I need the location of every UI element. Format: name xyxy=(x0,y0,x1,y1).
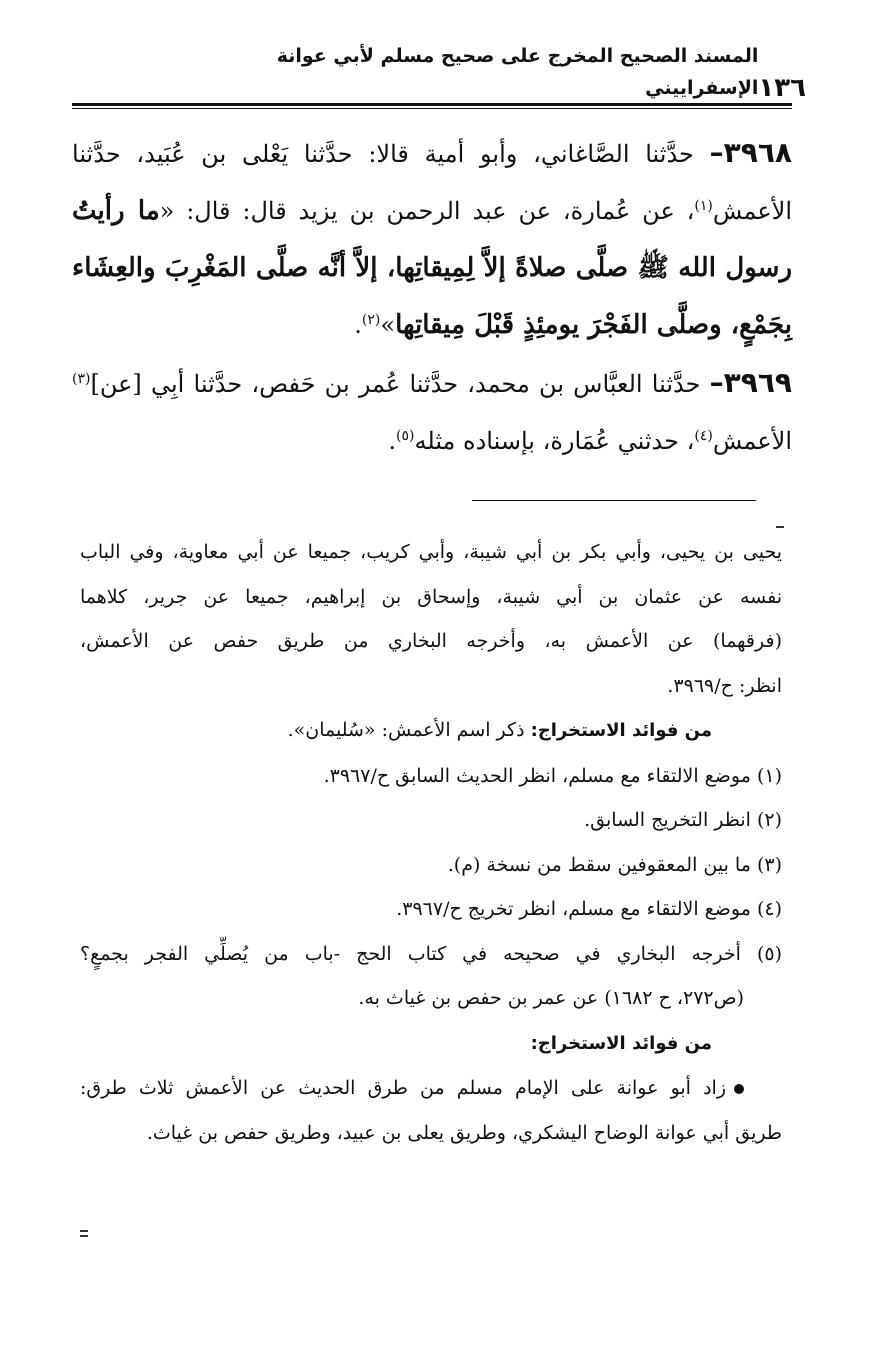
footnote-5-line-1: (٥) أخرجه البخاري في صحيحه في كتاب الحج -باب من يُصلِّي الفجر بجمعٍ؟ xyxy=(80,942,782,965)
period: . xyxy=(388,427,397,455)
carryover-line-3: (فرقهما) عن الأعمش به، وأخرجه البخاري من طريق حفص عن الأعمش، xyxy=(80,630,782,652)
footnote-4: (٤) موضع الالتقاء مع مسلم، انظر تخريج ح/٣٩٦٧. xyxy=(396,898,782,920)
footnote-ref-3: (٣) xyxy=(72,371,91,387)
bullet-icon xyxy=(734,1084,744,1094)
book-title: المسند الصحيح المخرج على صحيح مسلم لأبي عوانة الإسفراييني xyxy=(276,45,759,99)
running-header xyxy=(72,45,806,104)
footnote-3: (٣) ما بين المعقوفين سقط من نسخة (م). xyxy=(447,853,782,876)
page-number: ١٣٦ xyxy=(758,73,806,103)
benefit-2 xyxy=(80,1021,782,1067)
end-mark-bottom xyxy=(80,1235,88,1237)
quote-close: » xyxy=(380,311,396,339)
isnad-part1: حدَّثنا العبَّاس بن محمد، حدَّثنا عُمر بن حَفص، حدَّثنا أبِي [عن] xyxy=(90,370,710,398)
header-rule-thin xyxy=(72,108,792,109)
isnad-part1: حدَّثنا الصَّاغاني، وأبو أمية قالا: حدَّثنا يَعْلى بن عُبَيد، حدَّثنا الأعمش xyxy=(72,140,792,225)
footnote-5-line-2: (ص٢٧٢، ح ١٦٨٢) عن عمر بن حفص بن غياث به. xyxy=(358,987,744,1009)
isnad-part2: الأعمش xyxy=(712,427,792,455)
isnad-part3: ، حدثني عُمَارة، بإسناده مثله xyxy=(414,427,695,455)
footnote-ref-4: (٤) xyxy=(694,428,713,444)
footnote-ref-1: (١) xyxy=(694,198,713,214)
hadith-3969 xyxy=(72,354,792,470)
footnote-ref-5: (٥) xyxy=(396,428,415,444)
footnote-separator xyxy=(472,500,756,501)
hadith-dash: – xyxy=(709,366,724,399)
footnote-1: (١) موضع الالتقاء مع مسلم، انظر الحديث السابق ح/٣٩٦٧. xyxy=(323,764,782,787)
hadith-matn: ما رأيتُ رسول الله ﷺ صلَّى صلاةً إلاَّ لِمِيقاتِها، إلاَّ أنَّه صلَّى المَغْرِبَ والعِشَاء بِجَمْعٍ، وصلَّى الفَجْرَ يومئِذٍ قَبْلَ مِيقاتِها xyxy=(72,196,792,340)
isnad-part2: ، عن عُمارة، عن عبد الرحمن بن يزيد قال: قال: xyxy=(174,197,695,225)
hadith-number: ٣٩٦٩ xyxy=(723,366,792,399)
footnote-ref-2: (٢) xyxy=(361,312,381,328)
bullet-text: زاد أبو عوانة على الإمام مسلم من طرق الحديث عن الأعمش ثلاث طرق: xyxy=(80,1077,726,1099)
continuation-mark xyxy=(776,526,784,528)
quote-open: « xyxy=(159,197,175,225)
benefit-label: من فوائد الاستخراج: xyxy=(530,1032,712,1054)
period: . xyxy=(354,311,362,339)
footnote-2: (٢) انظر التخريج السابق. xyxy=(584,809,782,831)
hadith-dash: – xyxy=(709,136,724,169)
end-mark-top xyxy=(80,1230,88,1232)
benefit-1 xyxy=(80,708,782,754)
benefit-label: من فوائد الاستخراج: xyxy=(530,720,712,741)
hadith-3968 xyxy=(72,124,792,354)
main-text xyxy=(72,124,792,470)
carryover-line-4: انظر: ح/٣٩٦٩. xyxy=(667,674,782,697)
carryover-line-2: نفسه عن عثمان بن أبي شيبة، وإسحاق بن إبراهيم، جميعا عن جرير، كلاهما xyxy=(80,585,782,608)
header-rule-thick xyxy=(72,103,792,106)
footnotes xyxy=(80,530,782,1155)
carryover-line-1: يحيى بن يحيى، وأبي بكر بن أبي شيبة، وأبي كريب، جميعا عن أبي معاوية، وفي الباب xyxy=(80,541,782,563)
bullet-line-1 xyxy=(80,1066,782,1111)
bullet-line-2: طريق أبي عوانة الوضاح اليشكري، وطريق يعلى بن عبيد، وطريق حفص بن غياث. xyxy=(146,1121,782,1144)
benefit-text: ذكر اسم الأعمش: «سُليمان». xyxy=(287,719,531,741)
hadith-number: ٣٩٦٨ xyxy=(723,136,792,169)
